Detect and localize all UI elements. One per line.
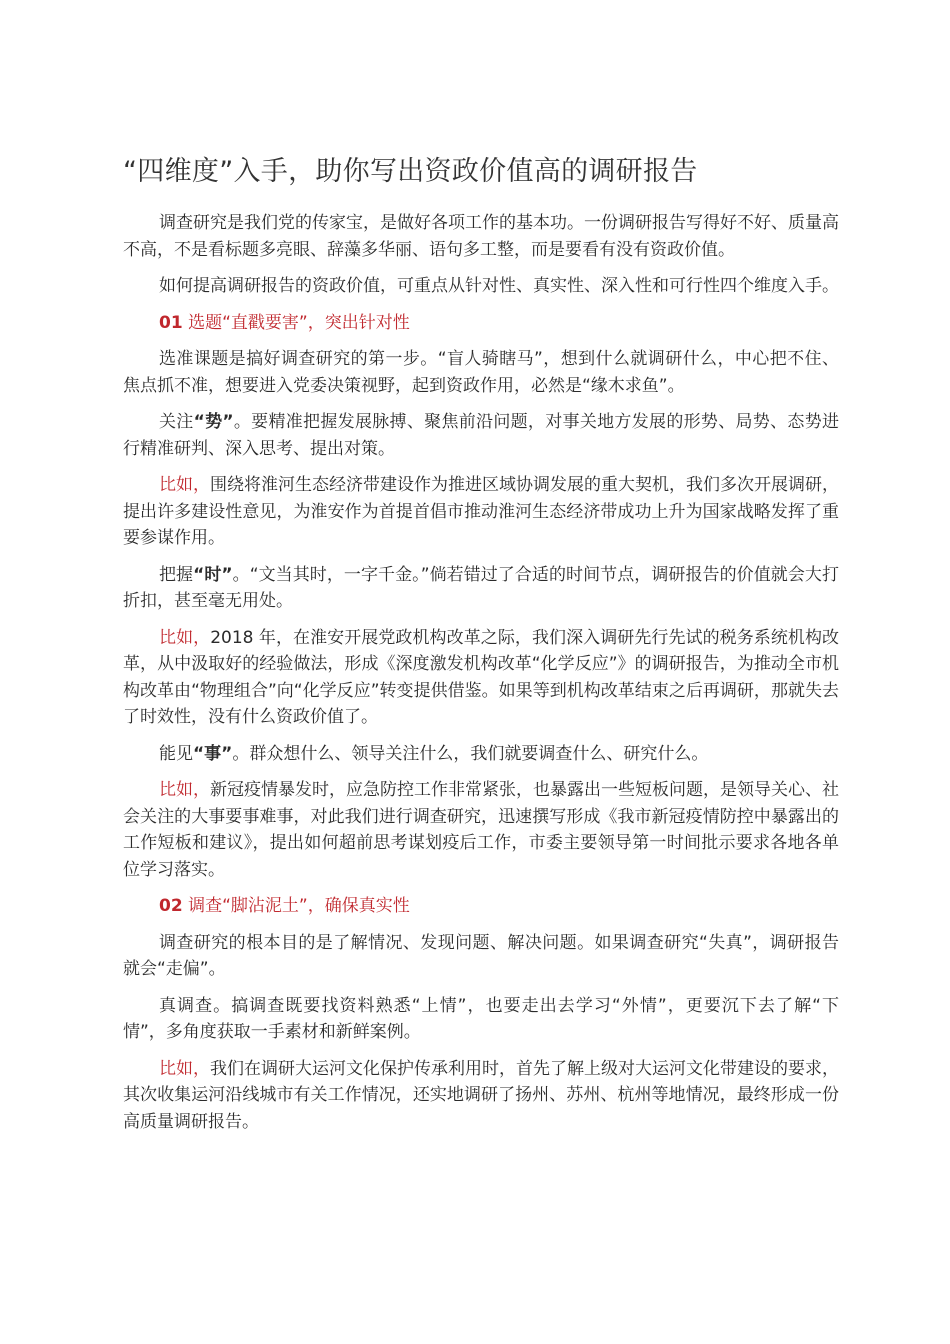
document-page: [123, 152, 839, 1145]
event-text: 。群众想什么、领导关注什么，我们就要调查什么、研究什么。: [232, 743, 709, 764]
example-paragraph-3: [123, 777, 839, 883]
example-paragraph-2: [123, 625, 839, 731]
example-label: 比如，: [159, 780, 210, 800]
time-paragraph: [123, 562, 839, 615]
section-2-heading-text: 调查“脚沾泥土”，确保真实性: [188, 896, 410, 916]
section-2-paragraph-2: 真调查。搞调查既要找资料熟悉“上情”，也要走出去学习“外情”，更要沉下去了解“下情”，多角度获取一手素材和新鲜案例。: [123, 995, 839, 1042]
section-1-paragraph-1: 选准课题是搞好调查研究的第一步。“盲人骑瞎马”，想到什么就调研什么，中心把不住、焦点抓不准，想要进入党委决策视野，起到资政作用，必然是“缘木求鱼”。: [123, 349, 839, 396]
intro-paragraph-1: 调查研究是我们党的传家宝，是做好各项工作的基本功。一份调研报告写得好不好、质量高不高，不是看标题多亮眼、辞藻多华丽、语句多工整，而是要看有没有资政价值。: [123, 213, 839, 260]
focus-paragraph: [123, 409, 839, 462]
event-prefix: 能见: [159, 743, 193, 764]
example-paragraph-1: [123, 472, 839, 552]
section-1-heading: [123, 310, 839, 337]
section-1-number: 01: [159, 312, 183, 333]
focus-key: “势”: [193, 412, 234, 432]
intro-paragraph-2: 如何提高调研报告的资政价值，可重点从针对性、真实性、深入性和可行性四个维度入手。: [159, 276, 839, 296]
example-text: 围绕将淮河生态经济带建设作为推进区域协调发展的重大契机，我们多次开展调研，提出许多建设性意见，为淮安作为首提首倡市推动淮河生态经济带成功上升为国家战略发挥了重要参谋作用。: [123, 475, 839, 548]
event-key: “事”: [193, 743, 233, 764]
time-prefix: 把握: [159, 564, 194, 585]
example-label: 比如，: [159, 1058, 210, 1079]
article-title: “四维度”入手，助你写出资政价值高的调研报告: [123, 156, 698, 187]
example-label: 比如，: [159, 627, 211, 648]
example-text: 2018 年，在淮安开展党政机构改革之际，我们深入调研先行先试的税务系统机构改革，从中汲取好的经验做法，形成《深度激发机构改革“化学反应”》的调研报告，为推动全市机构改革由“物理组合”向“化学反应”转变提供借鉴。如果等到机构改革结束之后再调研，那就失去了时效性，没有什么资政价值了。: [123, 627, 840, 727]
section-1-heading-text: 选题“直戳要害”，突出针对性: [188, 312, 410, 333]
example-text: 我们在调研大运河文化保护传承利用时，首先了解上级对大运河文化带建设的要求，其次收集运河沿线城市有关工作情况，还实地调研了扬州、苏州、杭州等地情况，最终形成一份高质量调研报告。: [123, 1058, 839, 1132]
focus-prefix: 关注: [159, 412, 194, 432]
focus-text: 。要精准把握发展脉搏、聚焦前沿问题，对事关地方发展的形势、局势、态势进行精准研判、深入思考、提出对策。: [123, 412, 840, 459]
time-key: “时”: [193, 564, 233, 585]
time-text: 。“文当其时，一字千金。”倘若错过了合适的时间节点，调研报告的价值就会大打折扣，甚至毫无用处。: [123, 564, 839, 611]
example-text: 新冠疫情暴发时，应急防控工作非常紧张，也暴露出一些短板问题，是领导关心、社会关注的大事要事难事，对此我们进行调查研究，迅速撰写形成《我市新冠疫情防控中暴露出的工作短板和建议》，提出如何超前思考谋划疫后工作，市委主要领导第一时间批示要求各地各单位学习落实。: [123, 780, 839, 880]
event-paragraph: [123, 741, 839, 768]
section-2-number: 02: [159, 896, 183, 916]
example-paragraph-4: [123, 1056, 839, 1136]
example-label: 比如，: [159, 475, 210, 495]
section-2-paragraph-1: 调查研究的根本目的是了解情况、发现问题、解决问题。如果调查研究“失真”，调研报告就会“走偏”。: [123, 932, 839, 979]
section-2-heading: [123, 893, 839, 920]
